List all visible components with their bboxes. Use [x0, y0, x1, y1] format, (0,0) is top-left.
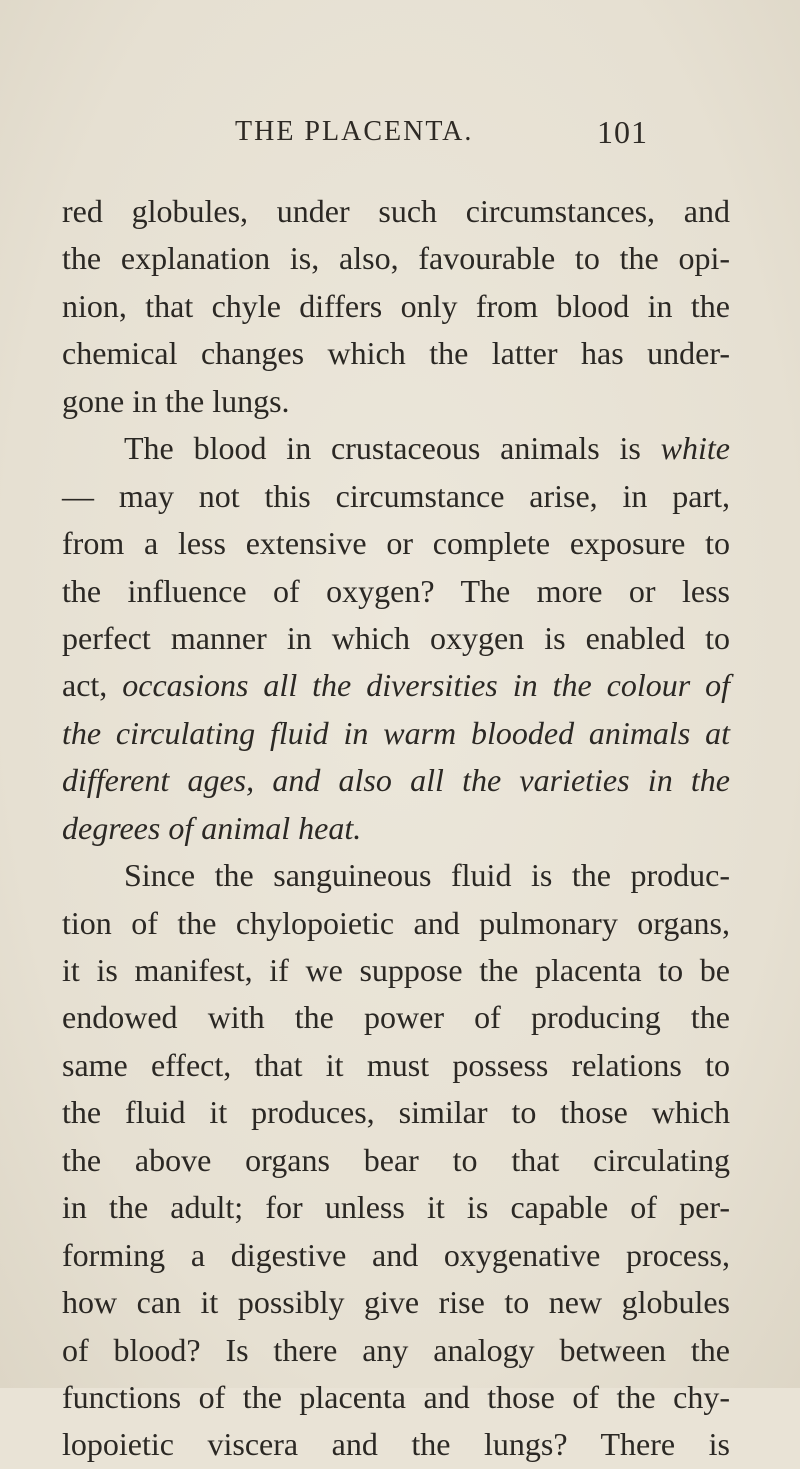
text-line: perfect manner in which oxygen is enabled to — [62, 619, 730, 656]
text-line: how can it possibly give rise to new globules — [62, 1284, 730, 1321]
text-line: from a less extensive or complete exposure to — [62, 525, 730, 562]
text-run: The blood in crustaceous animals is — [124, 430, 661, 467]
running-head — [0, 112, 800, 162]
text-line: endowed with the power of producing the — [62, 999, 730, 1036]
running-title: THE PLACENTA. — [235, 116, 474, 147]
text-line: the above organs bear to that circulating — [62, 1141, 730, 1178]
text-line: different ages, and also all the varieties in the — [62, 762, 730, 799]
text-line — [62, 662, 730, 709]
text-line: the explanation is, also, favourable to the opi- — [62, 240, 730, 277]
text-line: the fluid it produces, similar to those which — [62, 1094, 730, 1131]
text-line: tion of the chylopoietic and pulmonary organs, — [62, 904, 730, 941]
text-line: nion, that chyle differs only from blood in the — [62, 287, 730, 324]
italic-run: occasions all the diversities in the colour of — [122, 667, 731, 704]
italic-run: white — [660, 430, 730, 467]
text-line: lopoietic viscera and the lungs? There is — [62, 1426, 730, 1463]
page-number: 101 — [597, 114, 648, 150]
text-line: same effect, that it must possess relations to — [62, 1046, 730, 1083]
text-line: — may not this circumstance arise, in part, — [62, 477, 730, 514]
text-line: chemical changes which the latter has under- — [62, 335, 730, 372]
text-line: red globules, under such circumstances, and — [62, 193, 730, 229]
text-line: functions of the placenta and those of the chy- — [62, 1378, 730, 1415]
text-line: the circulating fluid in warm blooded animals at — [62, 714, 730, 751]
text-line — [62, 425, 730, 472]
text-line: in the adult; for unless it is capable of per- — [62, 1189, 730, 1226]
text-line: degrees of animal heat. — [62, 809, 362, 846]
text-line: forming a digestive and oxygenative process, — [62, 1236, 730, 1273]
text-line: it is manifest, if we suppose the placenta to be — [62, 952, 730, 988]
text-line: gone in the lungs. — [62, 382, 290, 419]
text-run: act, — [62, 667, 123, 704]
text-line: Since the sanguineous fluid is the produc- — [124, 857, 730, 894]
body-text — [62, 188, 730, 1469]
text-line: of blood? Is there any analogy between the — [62, 1331, 730, 1368]
text-line: the influence of oxygen? The more or less — [62, 572, 730, 609]
